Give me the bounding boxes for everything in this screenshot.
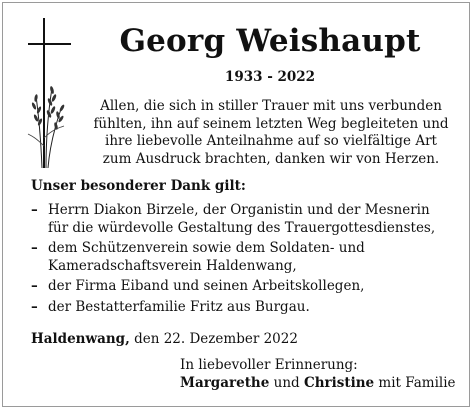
signers-family: mit Familie (374, 375, 456, 391)
list-item (31, 240, 461, 275)
list-item-line: dem Schützenverein sowie dem Soldaten- und (48, 240, 365, 256)
list-item-line: für die würdevolle Gestaltung des Trauergottesdienstes, (48, 219, 436, 236)
signature-block (180, 356, 456, 392)
place-and-date (31, 330, 298, 348)
special-thanks-heading: Unser besonderer Dank gilt: (31, 178, 246, 194)
list-item-line: Herrn Diakon Birzele, der Organistin und der Mesnerin (48, 202, 430, 218)
signer-christine: Christine (303, 375, 375, 391)
thanks-line: ihre liebevolle Anteilnahme auf so vielfältige Art (105, 133, 437, 149)
list-item-line: der Firma Eiband und seinen Arbeitskollegen, (48, 278, 365, 294)
signer-margarethe: Margarethe (180, 375, 270, 391)
dash-bullet: – (31, 202, 38, 218)
list-item-line: der Bestatterfamilie Fritz aus Burgau. (48, 298, 310, 315)
thanks-line: zum Ausdruck brachten, danken wir von Herzen. (102, 150, 440, 167)
place: Haldenwang, (31, 331, 130, 347)
list-item (31, 299, 461, 317)
special-thanks-list (31, 202, 461, 319)
list-item-line: Kameradschaftsverein Haldenwang, (48, 257, 297, 274)
date: den 22. Dezember 2022 (129, 331, 298, 347)
dash-bullet: – (31, 278, 38, 294)
signers (180, 374, 456, 392)
thanks-line: Allen, die sich in stiller Trauer mit uns verbunden (100, 98, 442, 114)
closing-text: In liebevoller Erinnerung: (180, 357, 358, 373)
thanks-paragraph (90, 98, 452, 168)
thanks-line: fühlten, ihn auf seinem letzten Weg begleiteten und (93, 115, 449, 132)
dash-bullet: – (31, 298, 38, 315)
life-dates: 1933 - 2022 (224, 69, 316, 85)
list-item (31, 202, 461, 237)
dash-bullet: – (31, 240, 38, 256)
deceased-name: Georg Weishaupt (119, 23, 421, 59)
signers-and: und (269, 375, 304, 391)
list-item (31, 278, 461, 296)
cross-with-wheat-icon (22, 18, 82, 168)
